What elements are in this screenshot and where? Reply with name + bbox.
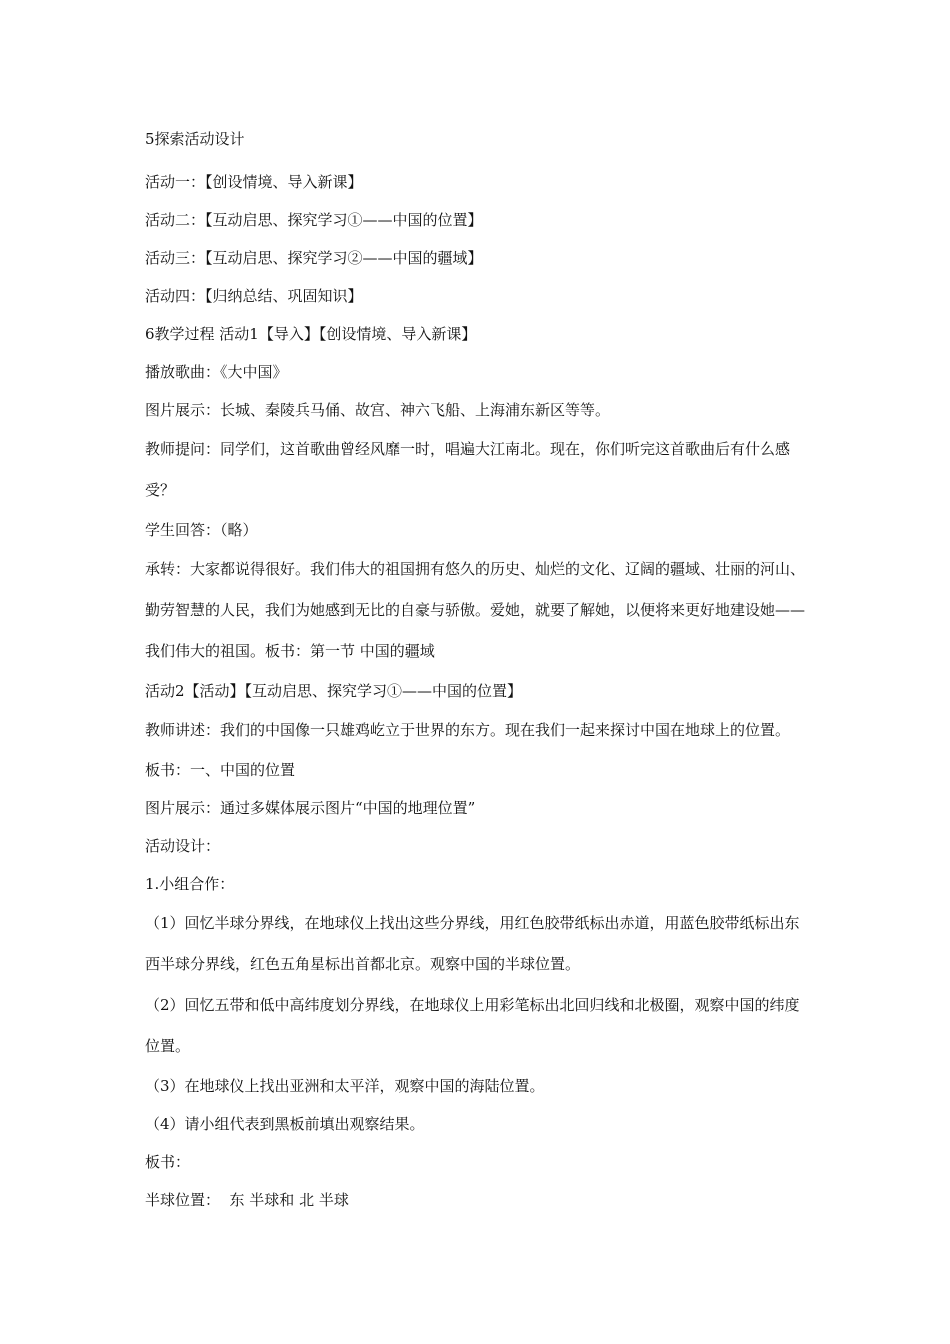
- activity-one: 活动一：【创设情境、导入新课】: [145, 173, 363, 191]
- section-heading-activity-design: 5探索活动设计: [145, 130, 245, 148]
- task-2: （2）回忆五带和低中高纬度划分界线，在地球仪上用彩笔标出北回归线和北极圈，观察中国的纬度位置。: [145, 996, 800, 1055]
- activity-four: 活动四：【归纳总结、巩固知识】: [145, 287, 363, 305]
- teacher-question: 教师提问：同学们，这首歌曲曾经风靡一时，唱遍大江南北。现在，你们听完这首歌曲后有什么感受？: [145, 440, 791, 499]
- task-3: （3）在地球仪上找出亚洲和太平洋，观察中国的海陆位置。: [145, 1077, 545, 1095]
- board-writing-position: 板书：一、中国的位置: [145, 761, 296, 779]
- section-heading-teaching-process: 6教学过程 活动1【导入】【创设情境、导入新课】: [145, 325, 477, 343]
- activity-two: 活动二：【互动启思、探究学习①——中国的位置】: [145, 211, 483, 229]
- activity-three: 活动三：【互动启思、探究学习②——中国的疆域】: [145, 249, 483, 267]
- task-1: （1）回忆半球分界线，在地球仪上找出这些分界线，用红色胶带纸标出赤道，用蓝色胶带纸标出东西半球分界线，红色五角星标出首都北京。观察中国的半球位置。: [145, 914, 800, 973]
- group-cooperation: 1.小组合作：: [145, 875, 235, 893]
- transition-text: 承转：大家都说得很好。我们伟大的祖国拥有悠久的历史、灿烂的文化、辽阔的疆域、壮丽的河山、勤劳智慧的人民，我们为她感到无比的自豪与骄傲。爱她，就要了解她，以便将来更好地建设她——我们伟大的祖国。板书：第一节 中国的疆域: [145, 560, 806, 660]
- student-answer: 学生回答：（略）: [145, 521, 258, 539]
- picture-display: 图片展示：长城、秦陵兵马俑、故宫、神六飞船、上海浦东新区等等。: [145, 401, 611, 419]
- play-song: 播放歌曲：《大中国》: [145, 363, 288, 381]
- task-4: （4）请小组代表到黑板前填出观察结果。: [145, 1115, 425, 1133]
- activity-design-label: 活动设计：: [145, 837, 221, 855]
- teacher-narration: 教师讲述：我们的中国像一只雄鸡屹立于世界的东方。现在我们一起来探讨中国在地球上的位置。: [145, 721, 791, 739]
- activity-2-heading: 活动2【活动】【互动启思、探究学习①——中国的位置】: [145, 682, 523, 700]
- picture-display-geography: 图片展示：通过多媒体展示图片“中国的地理位置”: [145, 799, 476, 817]
- document-body: [145, 126, 810, 1219]
- board-writing-label: 板书：: [145, 1153, 191, 1171]
- hemisphere-position: 半球位置： 东 半球和 北 半球: [145, 1191, 349, 1209]
